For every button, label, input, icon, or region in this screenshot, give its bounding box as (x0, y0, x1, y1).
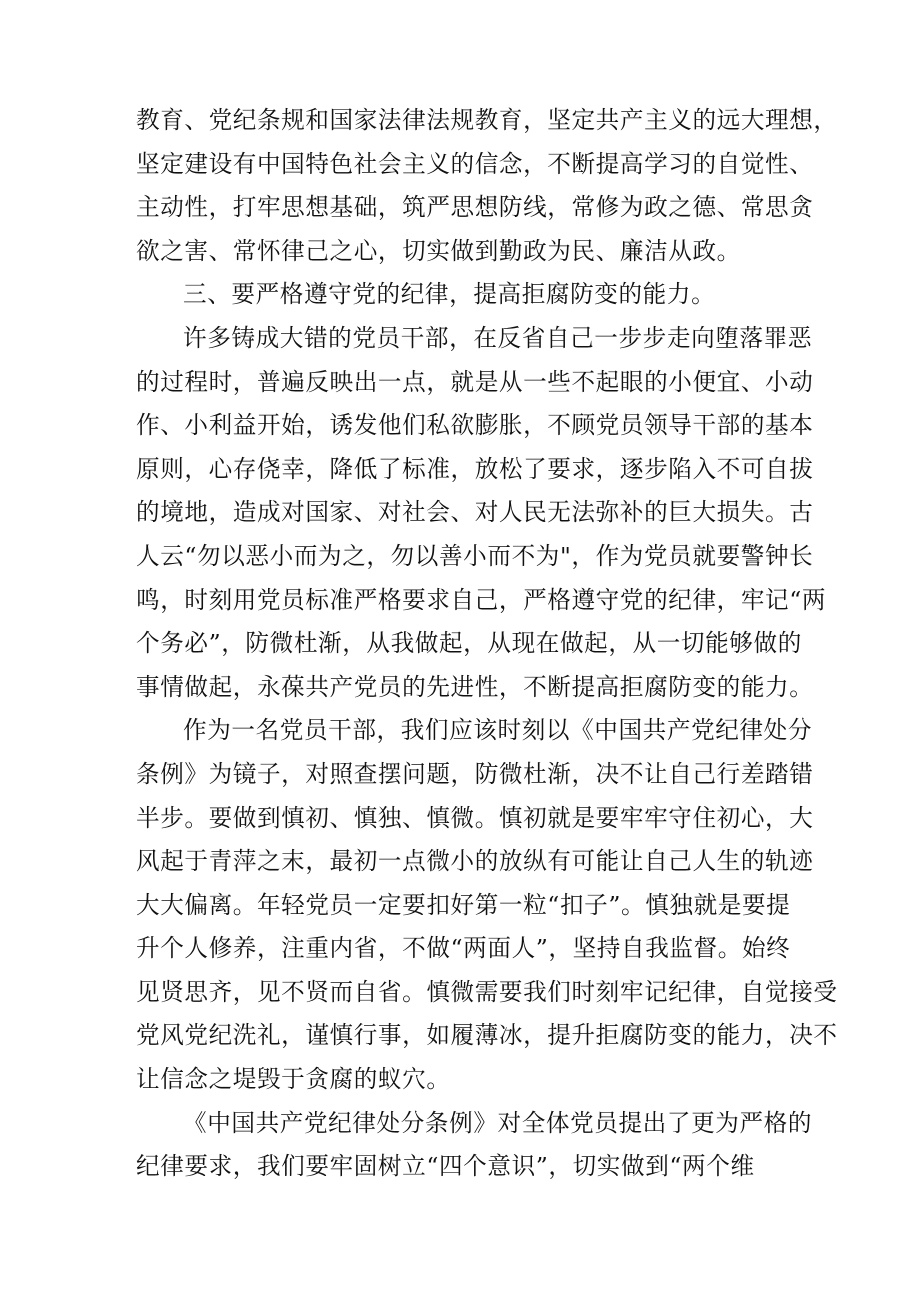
text-line: 大大偏离。年轻党员一定要扣好第一粒“扣子”。慎独就是要提 (136, 890, 791, 919)
text-line: 坚定建设有中国特色社会主义的信念，不断提高学习的自觉性、 (136, 149, 814, 178)
text-line: 许多铸成大错的党员干部，在反省自己一步步走向堕落罪恶 (183, 323, 813, 352)
text-line: 党风党纪洗礼，谨慎行事，如履薄冰，提升拒腐防变的能力，决不 (136, 1021, 838, 1050)
text-line: 升个人修养，注重内省，不做“两面人”，坚持自我监督。始终 (136, 934, 791, 963)
text-line: 鸣，时刻用党员标准严格要求自己，严格遵守党的纪律，牢记“两 (136, 585, 827, 614)
text-line: 风起于青萍之末，最初一点微小的放纵有可能让自己人生的轨迹 (136, 847, 814, 876)
text-line: 个务必”，防微杜渐，从我做起，从现在做起，从一切能够做的 (136, 629, 802, 658)
text-line: 见贤思齐，见不贤而自省。慎微需要我们时刻牢记纪律，自觉接受 (136, 977, 838, 1006)
text-line: 欲之害、常怀律己之心，切实做到勤政为民、廉洁从政。 (136, 236, 741, 265)
text-line: 人云“勿以恶小而为之，勿以善小而不为"，作为党员就要警钟长 (136, 541, 814, 570)
text-line: 的过程时，普遍反映出一点，就是从一些不起眼的小便宜、小动 (136, 367, 814, 396)
text-line: 半步。要做到慎初、慎独、慎微。慎初就是要牢牢守住初心，大 (136, 803, 814, 832)
text-line: 主动性，打牢思想基础，筑严思想防线，常修为政之德、常思贪 (136, 193, 814, 222)
text-line: 让信念之堤毁于贪腐的蚁穴。 (136, 1065, 451, 1094)
text-line: 三、要严格遵守党的纪律，提高拒腐防变的能力。 (183, 280, 716, 309)
text-line: 教育、党纪条规和国家法律法规教育，坚定共产主义的远大理想， (136, 106, 838, 134)
text-line: 事情做起，永葆共产党员的先进性，不断提高拒腐防变的能力。 (136, 672, 814, 701)
body-text (136, 99, 838, 1189)
text-line: 纪律要求，我们要牢固树立“四个意识”，切实做到“两个维 (136, 1152, 755, 1181)
text-line: 原则，心存侥幸，降低了标准，放松了要求，逐步陷入不可自拔 (136, 454, 814, 483)
text-line: 《中国共产党纪律处分条例》对全体党员提出了更为严格的 (183, 1108, 813, 1137)
text-line: 条例》为镜子，对照查摆问题，防微杜渐，决不让自己行差踏错 (136, 759, 814, 788)
text-line: 作为一名党员干部，我们应该时刻以《中国共产党纪律处分 (183, 716, 813, 745)
text-line: 的境地，造成对国家、对社会、对人民无法弥补的巨大损失。古 (136, 498, 814, 527)
text-line: 作、小利益开始，诱发他们私欲膨胀，不顾党员领导干部的基本 (136, 411, 814, 440)
